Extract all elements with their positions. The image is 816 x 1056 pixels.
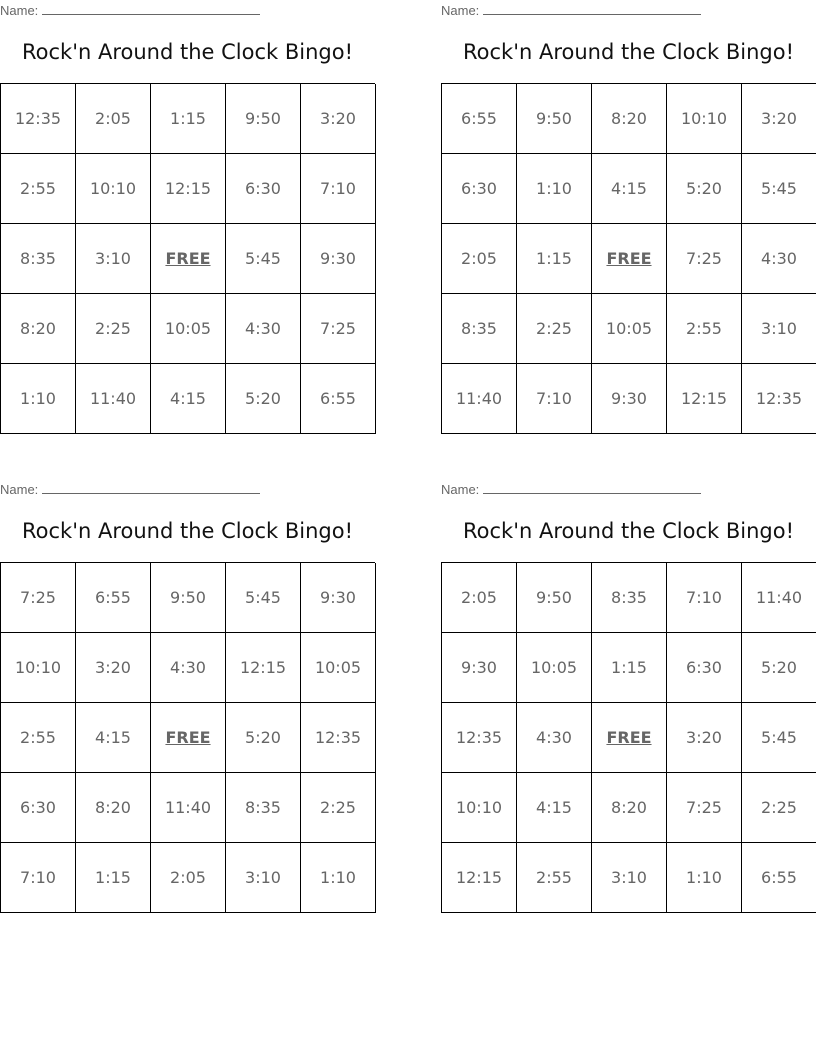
card-title: Rock'n Around the Clock Bingo! bbox=[463, 40, 794, 64]
bingo-cell: 7:10 bbox=[517, 364, 592, 434]
bingo-cell: 5:20 bbox=[667, 154, 742, 224]
bingo-cell: 2:55 bbox=[517, 843, 592, 913]
bingo-cell: 12:15 bbox=[442, 843, 517, 913]
bingo-cell: 12:15 bbox=[151, 154, 226, 224]
bingo-cell: 1:15 bbox=[151, 84, 226, 154]
bingo-cell: 10:05 bbox=[151, 294, 226, 364]
bingo-cell: 11:40 bbox=[151, 773, 226, 843]
bingo-cell: 1:10 bbox=[301, 843, 376, 913]
bingo-cell: 6:30 bbox=[1, 773, 76, 843]
bingo-cell: 3:10 bbox=[76, 224, 151, 294]
bingo-cell: 2:25 bbox=[76, 294, 151, 364]
name-blank-line bbox=[483, 14, 701, 15]
bingo-cell: 6:30 bbox=[226, 154, 301, 224]
bingo-cell: 1:10 bbox=[1, 364, 76, 434]
bingo-cell: 12:35 bbox=[442, 703, 517, 773]
bingo-cell: 10:10 bbox=[442, 773, 517, 843]
name-blank-line bbox=[42, 14, 260, 15]
name-label: Name: bbox=[441, 482, 480, 497]
bingo-cell: 2:25 bbox=[517, 294, 592, 364]
bingo-cell: 2:55 bbox=[1, 154, 76, 224]
bingo-cell: 9:50 bbox=[226, 84, 301, 154]
bingo-cell: 6:30 bbox=[442, 154, 517, 224]
bingo-cell: 7:10 bbox=[1, 843, 76, 913]
bingo-cell: 12:35 bbox=[301, 703, 376, 773]
bingo-cell: 3:20 bbox=[301, 84, 376, 154]
bingo-cell: 9:30 bbox=[301, 563, 376, 633]
bingo-grid bbox=[0, 83, 375, 434]
bingo-cell: 9:30 bbox=[592, 364, 667, 434]
bingo-cell: 8:35 bbox=[226, 773, 301, 843]
bingo-grid bbox=[0, 562, 375, 913]
bingo-cell: 5:45 bbox=[226, 224, 301, 294]
bingo-cell: 8:20 bbox=[592, 773, 667, 843]
name-field bbox=[441, 3, 701, 18]
bingo-cell: 2:25 bbox=[742, 773, 816, 843]
bingo-cell: 1:10 bbox=[667, 843, 742, 913]
bingo-cell: 8:20 bbox=[592, 84, 667, 154]
bingo-cell: 11:40 bbox=[442, 364, 517, 434]
bingo-cell: 2:25 bbox=[301, 773, 376, 843]
bingo-cell: 7:10 bbox=[667, 563, 742, 633]
bingo-cell: 8:35 bbox=[592, 563, 667, 633]
bingo-cell: 6:55 bbox=[742, 843, 816, 913]
bingo-cell: 6:55 bbox=[76, 563, 151, 633]
bingo-cell: 5:45 bbox=[742, 703, 816, 773]
bingo-cell: 2:05 bbox=[442, 224, 517, 294]
name-field bbox=[0, 482, 260, 497]
bingo-cell: 8:20 bbox=[76, 773, 151, 843]
name-label: Name: bbox=[441, 3, 480, 18]
bingo-cell: 8:35 bbox=[1, 224, 76, 294]
bingo-cell: 9:50 bbox=[517, 84, 592, 154]
bingo-cell: 7:25 bbox=[667, 224, 742, 294]
free-space-cell: FREE bbox=[151, 703, 226, 773]
bingo-cell: 1:10 bbox=[517, 154, 592, 224]
bingo-cell: 1:15 bbox=[592, 633, 667, 703]
name-label: Name: bbox=[0, 482, 39, 497]
bingo-cell: 7:25 bbox=[667, 773, 742, 843]
free-space-cell: FREE bbox=[592, 224, 667, 294]
bingo-cell: 6:55 bbox=[301, 364, 376, 434]
name-label: Name: bbox=[0, 3, 39, 18]
bingo-cell: 10:10 bbox=[76, 154, 151, 224]
bingo-cell: 8:35 bbox=[442, 294, 517, 364]
bingo-cell: 3:10 bbox=[226, 843, 301, 913]
bingo-cell: 9:50 bbox=[517, 563, 592, 633]
bingo-cell: 7:10 bbox=[301, 154, 376, 224]
free-space-cell: FREE bbox=[592, 703, 667, 773]
bingo-cell: 4:15 bbox=[76, 703, 151, 773]
bingo-cell: 9:30 bbox=[442, 633, 517, 703]
bingo-cell: 7:25 bbox=[1, 563, 76, 633]
name-field bbox=[441, 482, 701, 497]
bingo-cell: 10:10 bbox=[1, 633, 76, 703]
bingo-cell: 4:30 bbox=[151, 633, 226, 703]
bingo-cell: 5:20 bbox=[742, 633, 816, 703]
bingo-cell: 4:15 bbox=[592, 154, 667, 224]
bingo-cell: 10:05 bbox=[517, 633, 592, 703]
bingo-cell: 5:45 bbox=[226, 563, 301, 633]
bingo-cell: 2:05 bbox=[151, 843, 226, 913]
bingo-cell: 6:30 bbox=[667, 633, 742, 703]
bingo-cell: 3:20 bbox=[76, 633, 151, 703]
bingo-cell: 7:25 bbox=[301, 294, 376, 364]
bingo-cell: 5:20 bbox=[226, 364, 301, 434]
name-blank-line bbox=[42, 493, 260, 494]
bingo-cell: 4:30 bbox=[517, 703, 592, 773]
bingo-cell: 12:35 bbox=[1, 84, 76, 154]
bingo-cell: 9:30 bbox=[301, 224, 376, 294]
bingo-cell: 8:20 bbox=[1, 294, 76, 364]
bingo-cell: 6:55 bbox=[442, 84, 517, 154]
bingo-cell: 2:55 bbox=[1, 703, 76, 773]
bingo-cell: 12:15 bbox=[667, 364, 742, 434]
name-blank-line bbox=[483, 493, 701, 494]
bingo-cell: 4:30 bbox=[742, 224, 816, 294]
bingo-cell: 5:45 bbox=[742, 154, 816, 224]
bingo-cell: 1:15 bbox=[517, 224, 592, 294]
bingo-cell: 1:15 bbox=[76, 843, 151, 913]
bingo-cell: 4:15 bbox=[517, 773, 592, 843]
bingo-cell: 3:20 bbox=[667, 703, 742, 773]
bingo-cell: 12:15 bbox=[226, 633, 301, 703]
bingo-grid bbox=[441, 83, 816, 434]
bingo-cell: 4:15 bbox=[151, 364, 226, 434]
card-title: Rock'n Around the Clock Bingo! bbox=[22, 40, 353, 64]
bingo-cell: 10:10 bbox=[667, 84, 742, 154]
name-field bbox=[0, 3, 260, 18]
bingo-grid bbox=[441, 562, 816, 913]
bingo-cell: 4:30 bbox=[226, 294, 301, 364]
bingo-cell: 3:20 bbox=[742, 84, 816, 154]
card-title: Rock'n Around the Clock Bingo! bbox=[22, 519, 353, 543]
card-title: Rock'n Around the Clock Bingo! bbox=[463, 519, 794, 543]
bingo-cell: 5:20 bbox=[226, 703, 301, 773]
bingo-cell: 2:05 bbox=[76, 84, 151, 154]
bingo-cell: 3:10 bbox=[592, 843, 667, 913]
bingo-cell: 10:05 bbox=[301, 633, 376, 703]
bingo-cell: 11:40 bbox=[742, 563, 816, 633]
bingo-cell: 2:55 bbox=[667, 294, 742, 364]
bingo-cell: 12:35 bbox=[742, 364, 816, 434]
free-space-cell: FREE bbox=[151, 224, 226, 294]
bingo-cell: 10:05 bbox=[592, 294, 667, 364]
bingo-cell: 3:10 bbox=[742, 294, 816, 364]
bingo-cell: 2:05 bbox=[442, 563, 517, 633]
bingo-cell: 9:50 bbox=[151, 563, 226, 633]
bingo-cell: 11:40 bbox=[76, 364, 151, 434]
